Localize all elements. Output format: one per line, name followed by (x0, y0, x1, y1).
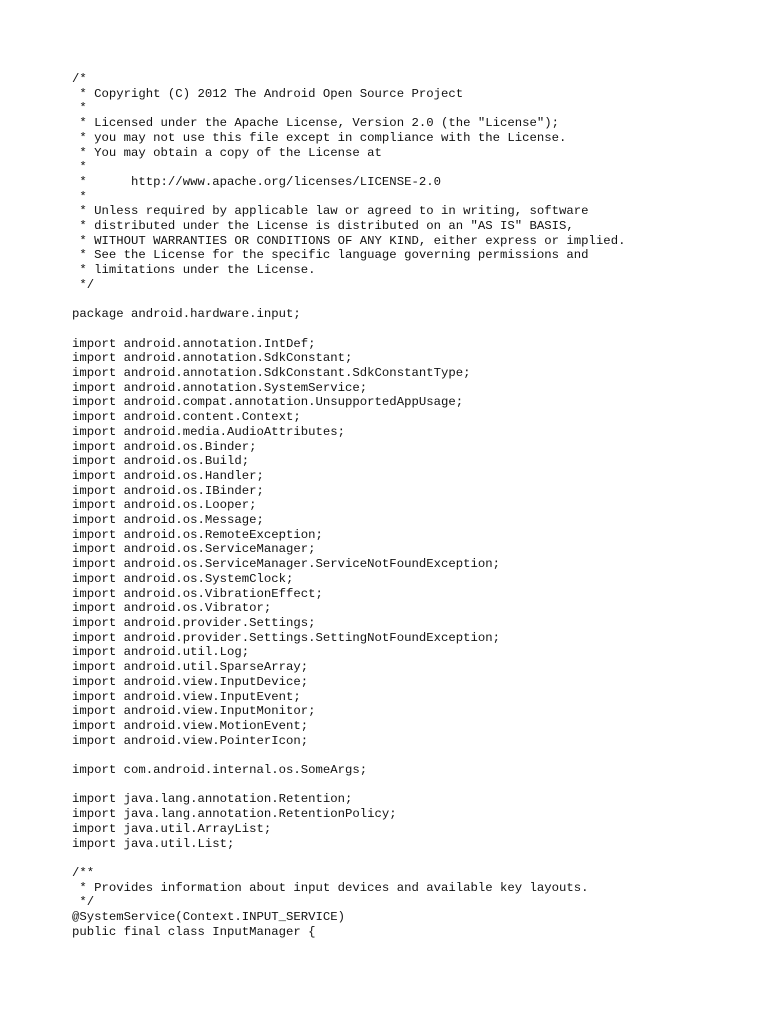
code-line: import android.os.ServiceManager; (72, 542, 316, 557)
source-code-block (72, 72, 625, 939)
code-line: @SystemService(Context.INPUT_SERVICE) (72, 910, 346, 924)
code-line: import android.view.MotionEvent; (72, 718, 309, 733)
code-line: * (72, 160, 87, 175)
code-line: import android.media.AudioAttributes; (72, 424, 346, 439)
code-line: import android.os.RemoteException; (72, 527, 323, 542)
code-line: */ (72, 895, 95, 910)
code-line: import android.annotation.SdkConstant.SdkConstantType; (72, 366, 471, 381)
code-line: import android.util.SparseArray; (72, 660, 309, 675)
code-line: * (72, 101, 87, 116)
code-line: * limitations under the License. (72, 263, 316, 278)
code-line: package android.hardware.input; (72, 307, 301, 322)
code-line: import java.lang.annotation.RetentionPolicy; (72, 807, 397, 822)
code-line: import android.os.Build; (72, 454, 250, 469)
code-line: * http://www.apache.org/licenses/LICENSE-2.0 (72, 174, 441, 189)
code-line: import android.util.Log; (72, 645, 250, 660)
code-line: import android.annotation.SdkConstant; (72, 351, 353, 366)
code-line: import android.annotation.IntDef; (72, 336, 316, 351)
code-line: import android.os.Handler; (72, 468, 264, 483)
code-line: import android.os.Message; (72, 513, 264, 528)
code-line: import android.annotation.SystemService; (72, 380, 368, 395)
code-line (72, 322, 625, 337)
code-line: import android.content.Context; (72, 410, 301, 425)
code-line: * See the License for the specific language governing permissions and (72, 248, 589, 263)
code-line: * you may not use this file except in compliance with the License. (72, 130, 567, 145)
code-line: * distributed under the License is distributed on an "AS IS" BASIS, (72, 219, 574, 234)
code-line: * Licensed under the Apache License, Version 2.0 (the "License"); (72, 116, 560, 131)
code-line (72, 778, 625, 793)
code-line: * (72, 189, 87, 204)
code-line: import android.os.Vibrator; (72, 601, 272, 616)
code-line: import java.util.List; (72, 836, 235, 851)
code-line: public final class InputManager { (72, 924, 316, 939)
code-line (72, 293, 625, 308)
code-line: import android.provider.Settings; (72, 615, 316, 630)
code-line: import android.os.Looper; (72, 498, 257, 513)
code-line: * Copyright (C) 2012 The Android Open Source Project (72, 86, 464, 101)
code-line: */ (72, 277, 95, 292)
code-line: * You may obtain a copy of the License at (72, 145, 382, 160)
code-line: import android.os.SystemClock; (72, 571, 294, 586)
code-line: import android.os.Binder; (72, 439, 257, 454)
code-line: import android.view.InputEvent; (72, 689, 301, 704)
code-line: import android.os.IBinder; (72, 483, 264, 498)
code-line: import java.lang.annotation.Retention; (72, 792, 353, 807)
code-line: * Unless required by applicable law or agreed to in writing, software (72, 204, 589, 219)
code-line: import java.util.ArrayList; (72, 821, 272, 836)
code-line: /* (72, 72, 87, 86)
code-line: * WITHOUT WARRANTIES OR CONDITIONS OF ANY KIND, either express or implied. (72, 233, 626, 248)
code-line: import android.view.InputMonitor; (72, 704, 316, 719)
code-line: import android.compat.annotation.UnsupportedAppUsage; (72, 395, 464, 410)
code-line: /** (72, 865, 95, 880)
code-line (72, 851, 625, 866)
code-line: import android.view.InputDevice; (72, 674, 309, 689)
code-line: import android.view.PointerIcon; (72, 733, 309, 748)
code-line: import android.provider.Settings.SettingNotFoundException; (72, 630, 501, 645)
code-line (72, 748, 625, 763)
code-line: import android.os.VibrationEffect; (72, 586, 323, 601)
code-line: import android.os.ServiceManager.ServiceNotFoundException; (72, 557, 501, 572)
code-line: import com.android.internal.os.SomeArgs; (72, 763, 368, 777)
code-line: * Provides information about input devices and available key layouts. (72, 880, 589, 895)
